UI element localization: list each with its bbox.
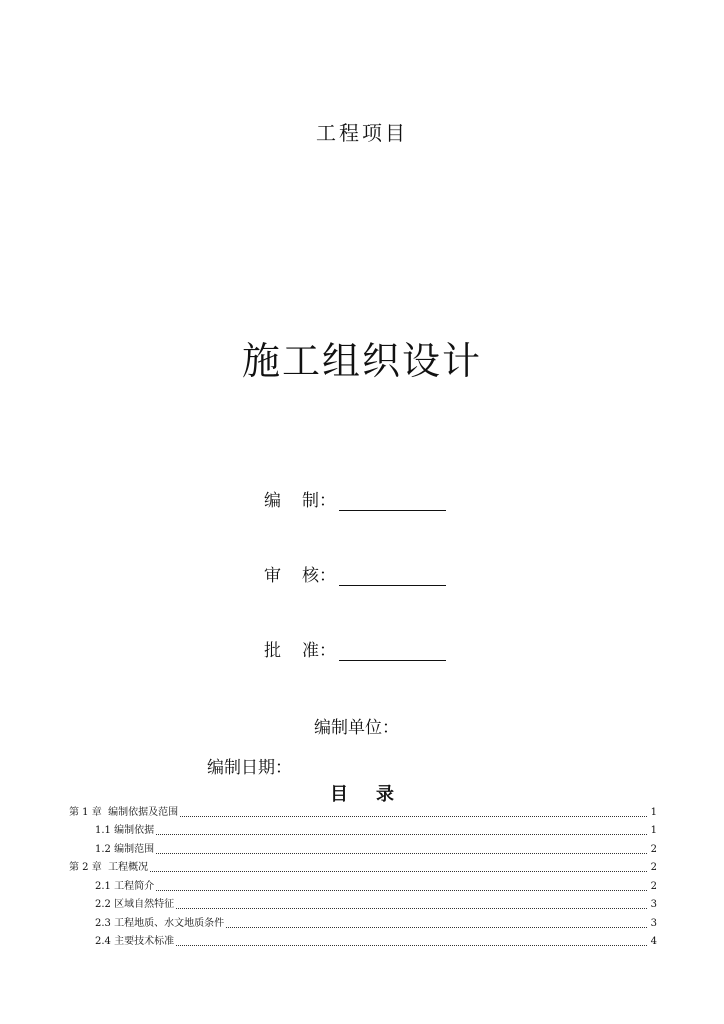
project-title: 工程项目 xyxy=(316,121,408,145)
toc-entry-text: 工程简介 xyxy=(114,880,155,892)
toc-entry-page: 2 xyxy=(650,880,657,892)
toc-entry-text: 编制依据 xyxy=(114,825,155,836)
compile-signature-line xyxy=(339,494,446,511)
compiling-date-label: 编制日期： xyxy=(207,758,292,778)
toc-entry-page: 4 xyxy=(650,936,657,947)
toc-entry-page: 3 xyxy=(650,899,657,910)
toc-leader-dots xyxy=(150,870,647,872)
toc-entry-2-4[interactable] xyxy=(69,930,657,949)
signature-row-approve xyxy=(264,637,446,661)
table-of-contents xyxy=(69,800,657,948)
toc-entry-number: 1.1 xyxy=(95,825,115,836)
toc-entry-1-1[interactable] xyxy=(69,819,657,838)
toc-leader-dots xyxy=(226,926,647,928)
toc-entry-number: 2.2 xyxy=(95,899,115,910)
toc-entry-2-1[interactable] xyxy=(69,874,657,893)
compile-label-second: 制： xyxy=(302,491,336,511)
review-signature-line xyxy=(339,569,446,586)
toc-entry-number: 第 2 章 xyxy=(69,862,109,873)
review-label-second: 核： xyxy=(302,566,336,586)
toc-entry-chapter-1[interactable] xyxy=(69,800,657,819)
toc-entry-2-3[interactable] xyxy=(69,911,657,930)
toc-leader-dots xyxy=(156,833,647,835)
toc-entry-chapter-2[interactable] xyxy=(69,856,657,875)
toc-leader-dots xyxy=(156,852,647,854)
toc-leader-dots xyxy=(176,944,647,946)
toc-entry-page: 2 xyxy=(650,843,657,855)
toc-entry-page: 1 xyxy=(650,806,657,818)
toc-heading: 目录 xyxy=(330,784,422,805)
toc-entry-number: 2.4 xyxy=(95,936,115,947)
toc-entry-page: 1 xyxy=(650,825,657,836)
compiling-unit-label: 编制单位： xyxy=(314,718,399,738)
toc-entry-1-2[interactable] xyxy=(69,837,657,856)
toc-leader-dots xyxy=(180,815,647,817)
toc-entry-page: 2 xyxy=(650,862,657,873)
toc-entry-text: 编制依据及范围 xyxy=(108,806,179,818)
toc-entry-number: 2.3 xyxy=(95,917,115,929)
toc-entry-number: 第 1 章 xyxy=(69,806,109,818)
toc-entry-2-2[interactable] xyxy=(69,893,657,912)
toc-entry-number: 2.1 xyxy=(95,880,115,892)
toc-leader-dots xyxy=(156,889,647,891)
toc-entry-text: 编制范围 xyxy=(114,843,155,855)
approve-label-second: 准： xyxy=(302,641,336,661)
signature-row-compile xyxy=(264,487,446,511)
compile-label-first: 编 xyxy=(264,491,281,511)
toc-entry-text: 工程概况 xyxy=(108,862,149,873)
toc-entry-text: 主要技术标准 xyxy=(114,936,175,947)
toc-entry-number: 1.2 xyxy=(95,843,115,855)
toc-entry-page: 3 xyxy=(650,917,657,929)
approve-signature-line xyxy=(339,644,446,661)
review-label-first: 审 xyxy=(264,566,281,586)
signature-row-review xyxy=(264,562,446,586)
toc-entry-text: 区域自然特征 xyxy=(114,899,175,910)
approve-label-first: 批 xyxy=(264,641,281,661)
toc-entry-text: 工程地质、水文地质条件 xyxy=(114,917,225,929)
toc-leader-dots xyxy=(176,907,647,909)
document-title: 施工组织设计 xyxy=(241,339,482,383)
